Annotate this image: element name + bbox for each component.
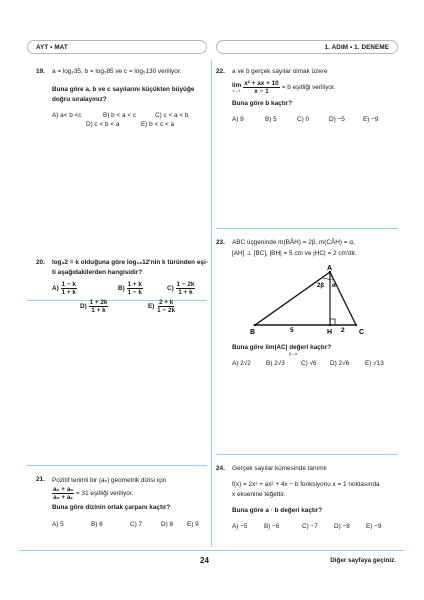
option-a[interactable]: A) −5	[232, 523, 248, 530]
question-prompt: Buna göre b kaçtır?	[232, 100, 293, 107]
label-a: A	[327, 265, 333, 272]
option-d[interactable]: D) c < b < a	[86, 121, 120, 128]
question-stem: Pozitif terimli bir (aₙ) geometrik dizisi için	[52, 477, 167, 484]
triangle-figure	[238, 264, 378, 338]
limit-subscript: β→α	[289, 352, 298, 356]
column-divider	[211, 60, 212, 547]
question-number: 22.	[216, 68, 225, 75]
option-c[interactable]: C) $\frac{1 - 2k}{1 + k}$	[167, 281, 195, 296]
question-stem: a ve b gerçek sayılar olmak üzere	[232, 68, 328, 75]
vertex-c	[355, 324, 357, 326]
question-number: 23.	[216, 239, 225, 246]
option-c[interactable]: C) c < a < b	[155, 112, 189, 119]
option-a[interactable]: A) 9	[232, 116, 244, 123]
label-hc-length: 2	[341, 327, 345, 334]
option-e[interactable]: E) $\frac{2 + k}{1 - 2k}$	[148, 299, 176, 314]
question-number: 21.	[36, 476, 45, 483]
option-d[interactable]: D) 8	[161, 521, 174, 528]
vertex-b	[254, 324, 256, 326]
subject-title: AYT • MAT	[36, 43, 68, 51]
option-a[interactable]: A) $\frac{1 - k}{1 + k}$	[52, 281, 76, 296]
question-equation: $\frac{\text{a₆ + a₅}}{\text{a₂ + a₁}}$ = 31 eşitliği veriliyor.	[53, 486, 134, 501]
question-prompt-cont: doğru sıralayınız?	[52, 96, 107, 103]
option-e[interactable]: E) −9	[366, 523, 382, 530]
question-prompt: Buna göre a · b değeri kaçtır?	[232, 507, 323, 514]
option-a[interactable]: A) 5	[52, 521, 64, 528]
option-e[interactable]: E) 9	[187, 521, 199, 528]
option-d[interactable]: D) 2√6	[330, 360, 350, 367]
option-a[interactable]: A) a< b <c	[52, 112, 82, 119]
option-a[interactable]: A) 2√2	[232, 360, 251, 367]
option-c[interactable]: C) 7	[130, 521, 143, 528]
option-a-fraction: $\frac{1 - k}{1 + k}$	[61, 281, 76, 296]
page-number: 24	[200, 556, 209, 565]
divider-right-1	[216, 228, 398, 229]
question-number: 24.	[216, 465, 225, 472]
question-prompt: Buna göre dizinin ortak çarpanı kaçtır?	[52, 504, 171, 511]
question-stem-cont-2: x eksenine teğettir.	[232, 491, 286, 498]
question-stem: a = log₂35, b = log₃85 ve c = log₅130 veriliyor.	[52, 68, 182, 75]
question-stem: ABC üçgeninde m(BÂH) = 2β, m(CÂH) = α,	[232, 239, 355, 246]
label-bh-length: 5	[290, 327, 294, 334]
option-b-fraction: $\frac{1 + k}{1 - k}$	[127, 281, 142, 296]
ratio-fraction: $\frac{\text{a₆ + a₅}}{\text{a₂ + a₁}}$	[53, 486, 74, 501]
next-page-note: Diğer sayfaya geçiniz.	[330, 557, 396, 564]
option-e-fraction: $\frac{2 + k}{1 - 2k}$	[157, 299, 176, 314]
question-stem-cont: ti aşağıdakilerden hangisidir?	[52, 269, 143, 276]
option-e[interactable]: E) √13	[365, 360, 384, 367]
angle-arc-2beta	[323, 279, 330, 280]
option-e[interactable]: E) −9	[363, 116, 379, 123]
question-number: 20.	[36, 259, 45, 266]
option-b[interactable]: B) 6	[91, 521, 103, 528]
exam-title: 1. ADIM • 1. DENEME	[324, 43, 389, 51]
option-d[interactable]: D) −8	[334, 523, 350, 530]
divider-left-2	[27, 465, 207, 466]
question-equation: lim x→1 $\frac{\text{x² + ax + 10}}{x - 1}$ = b eşitliği veriliyor.	[232, 80, 336, 95]
option-d[interactable]: D) $\frac{1 + 2k}{1 + k}$	[80, 299, 108, 314]
option-b[interactable]: B) 5	[265, 116, 277, 123]
option-b[interactable]: B) $\frac{1 + k}{1 - k}$	[118, 281, 142, 296]
option-c[interactable]: C) √6	[301, 360, 317, 367]
option-c[interactable]: C) −7	[302, 523, 318, 530]
label-c: C	[359, 329, 365, 336]
header-right	[216, 40, 398, 54]
label-h: H	[327, 329, 333, 336]
label-angle-2beta: 2β	[317, 283, 324, 289]
label-angle-alpha: α	[332, 283, 336, 289]
option-c-fraction: $\frac{1 - 2k}{1 + k}$	[176, 281, 195, 296]
option-d[interactable]: D) −5	[329, 116, 345, 123]
question-stem-cont: f(x) = 2x³ + ax² + 4x − b fonksiyonu x = 1 noktasında	[232, 481, 380, 488]
question-prompt: Buna göre a, b ve c sayılarını küçükten büyüğe	[52, 86, 195, 93]
footer-divider	[20, 550, 404, 551]
question-stem-cont: [AH] ⊥ [BC], |BH| = 5 cm ve |HC| = 2 cm'dir.	[232, 250, 357, 257]
option-d-fraction: $\frac{1 + 2k}{1 + k}$	[89, 299, 108, 314]
option-b[interactable]: B) 2√3	[266, 360, 285, 367]
option-e[interactable]: E) b < c < a	[141, 121, 175, 128]
option-c[interactable]: C) 0	[297, 116, 310, 123]
header-left	[27, 40, 207, 54]
option-b[interactable]: B) −6	[264, 523, 280, 530]
question-number: 19.	[36, 68, 45, 75]
question-stem: Gerçek sayılar kümesinde tanımlı	[232, 465, 327, 472]
question-prompt: Buna göre lim|AC| değeri kaçtır? β→α	[232, 344, 332, 356]
vertex-h	[329, 324, 331, 326]
limit-fraction: $\frac{\text{x² + ax + 10}}{x - 1}$	[244, 80, 279, 95]
divider-left-1	[27, 300, 207, 301]
label-b: B	[250, 329, 256, 336]
triangle-abc	[255, 272, 356, 325]
option-b[interactable]: B) b < a < c	[103, 112, 137, 119]
divider-right-2	[216, 454, 398, 455]
limit-expression: lim x→1	[232, 81, 242, 93]
question-stem: log₃2 = k olduğuna göre log₁₈12'nin k türünden eşi-	[52, 259, 208, 266]
